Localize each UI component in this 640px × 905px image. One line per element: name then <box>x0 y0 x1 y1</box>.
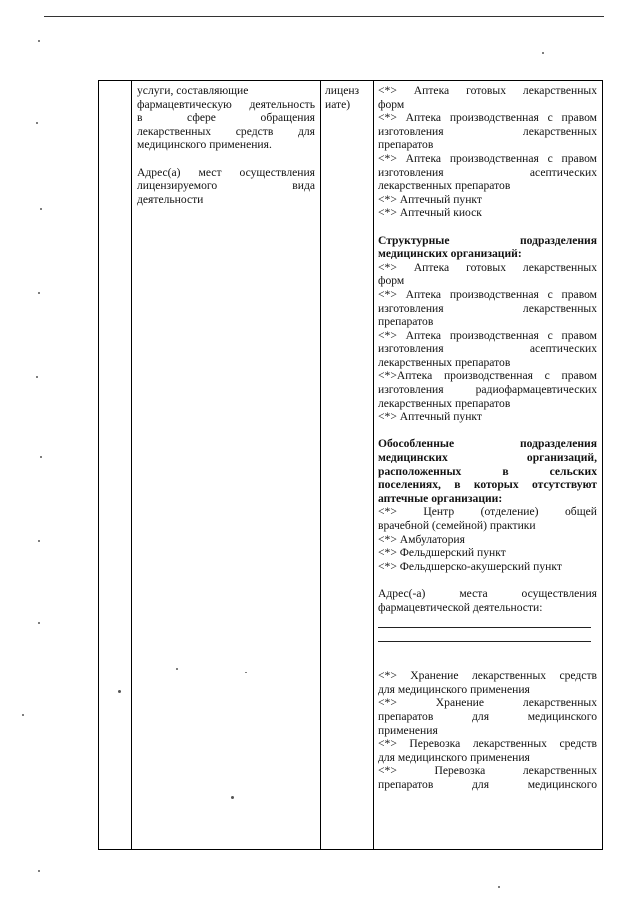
text-line: для медицинского применения <box>378 750 530 764</box>
text-line: медицинских организаций, <box>378 451 597 465</box>
table-border-right <box>602 80 603 849</box>
text-line: лекарственных препаратов <box>378 179 511 193</box>
scan-speck <box>542 52 544 54</box>
text-line: для медицинского применения <box>378 682 530 696</box>
text-line: <*> Аптека производственная с правом <box>378 328 597 342</box>
scan-speck <box>38 540 40 542</box>
storage-transport-list <box>378 669 597 791</box>
text-line: препаратов для медицинского <box>378 709 597 723</box>
scan-speck <box>231 796 234 799</box>
scan-speck <box>40 208 42 210</box>
text-line: <*>Аптека производственная с правом <box>378 369 597 383</box>
text-line: Структурные подразделения <box>378 233 597 247</box>
separate-units-heading <box>378 437 597 505</box>
service-description-text <box>137 84 315 152</box>
text-line: лицензируемого вида <box>137 179 315 193</box>
scan-speck <box>40 456 42 458</box>
text-line: Обособленные подразделения <box>378 437 597 451</box>
text-line: лекарственных препаратов <box>378 355 511 369</box>
text-line: <*> Перевозка лекарственных <box>378 764 597 778</box>
structural-units-heading <box>378 234 597 261</box>
scan-speck <box>38 870 40 872</box>
text-line: <*> Перевозка лекарственных средств <box>378 737 597 751</box>
scan-speck <box>245 672 247 673</box>
scan-speck <box>38 622 40 624</box>
text-line: <*> Центр (отделение) общей <box>378 505 597 519</box>
text-line: изготовления радиофармацевтических <box>378 383 597 397</box>
text-line: фармацевтической деятельности: <box>378 600 543 614</box>
scan-speck <box>176 668 178 670</box>
text-line: изготовления асептических <box>378 342 597 356</box>
text-line: <*> Аптечный киоск <box>378 206 482 220</box>
column-divider-1 <box>131 80 132 849</box>
scan-speck <box>118 690 121 693</box>
pharmacy-types-cell <box>378 84 597 792</box>
text-line: лекарственных средств для <box>137 124 315 138</box>
scan-speck <box>38 292 40 294</box>
text-line: лиценз <box>325 84 360 97</box>
scan-speck <box>22 714 24 716</box>
separate-units-list <box>378 505 597 573</box>
text-line: <*> Фельдшерский пункт <box>378 546 506 560</box>
text-line: медицинских организаций: <box>378 247 522 261</box>
text-line: деятельности <box>137 192 204 206</box>
text-line: в сфере обращения <box>137 111 315 125</box>
text-line: <*> Аптека производственная с правом <box>378 287 597 301</box>
column-divider-3 <box>373 80 374 849</box>
text-line: <*> Хранение лекарственных <box>378 696 597 710</box>
text-line: врачебной (семейной) практики <box>378 519 536 532</box>
scan-speck <box>38 40 40 42</box>
text-line: лекарственных препаратов <box>378 396 511 410</box>
top-rule <box>44 16 604 17</box>
text-line: расположенных в сельских <box>378 464 597 478</box>
text-line: форм <box>378 97 405 111</box>
address-blank-line <box>378 627 591 628</box>
text-line: препаратов для медицинского <box>378 777 597 791</box>
text-line: иате) <box>325 97 351 111</box>
text-line: Адрес(-а) места осуществления <box>378 586 597 600</box>
column-divider-2 <box>320 80 321 849</box>
text-line: <*> Аптека готовых лекарственных <box>378 84 597 97</box>
text-line: <*> Аптечный пункт <box>378 410 482 424</box>
text-line: <*> Аптека производственная с правом <box>378 111 597 125</box>
scan-speck <box>498 886 500 888</box>
text-line: Адрес(а) мест осуществления <box>137 165 315 179</box>
scan-speck <box>36 122 38 124</box>
license-term-cell <box>325 84 371 111</box>
service-description-cell <box>137 84 315 206</box>
text-line: <*> Амбулатория <box>378 532 465 546</box>
text-line: препаратов <box>378 138 434 152</box>
text-line: поселениях, в которых отсутствуют <box>378 478 597 492</box>
text-line: медицинского применения. <box>137 138 272 152</box>
table-border-left <box>98 80 99 849</box>
pharmacy-address-label <box>378 587 597 614</box>
text-line: препаратов <box>378 315 434 329</box>
text-line: применения <box>378 723 438 737</box>
text-line: изготовления лекарственных <box>378 124 597 138</box>
text-line: <*> Фельдшерско-акушерский пункт <box>378 559 562 573</box>
structural-units-list <box>378 261 597 424</box>
text-line: фармацевтическую деятельность <box>137 97 315 111</box>
text-line: изготовления асептических <box>378 165 597 179</box>
text-line: изготовления лекарственных <box>378 301 597 315</box>
text-line: <*> Аптека производственная с правом <box>378 151 597 165</box>
scan-speck <box>36 376 38 378</box>
text-line: форм <box>378 274 405 288</box>
text-line: <*> Аптечный пункт <box>378 192 482 206</box>
activity-address-label <box>137 166 315 207</box>
text-line: аптечные организации: <box>378 491 503 505</box>
text-line: <*> Аптека готовых лекарственных <box>378 260 597 274</box>
pharmacy-types-list <box>378 84 597 220</box>
text-line: услуги, составляющие <box>137 84 249 97</box>
text-line: <*> Хранение лекарственных средств <box>378 669 597 683</box>
